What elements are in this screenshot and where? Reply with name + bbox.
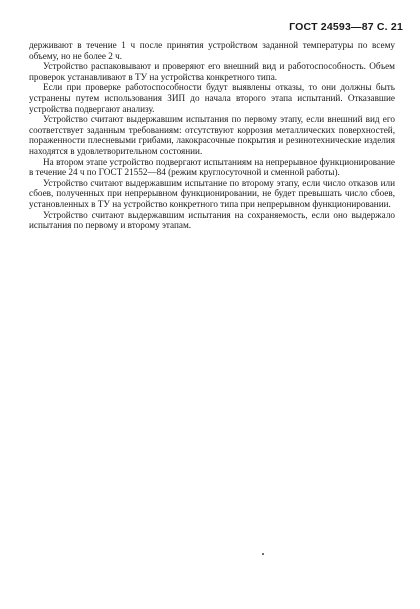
paragraph-stage-one-result: Устройство считают выдержавшим испытания по первому этапу, если внешний вид его соответствует заданным требованиям: отсутствуют коррозия металлических поверхностей, пораженности плесневыми грибами, лакокрасочные покрытия и резинотехнические изделия находятся в удовлетворительном состоянии. bbox=[29, 114, 395, 156]
paragraph-stage-two-result: Устройство считают выдержавшим испытание по второму этапу, если число отказов или сбоев, полученных при непрерывном функционировании, не будет превышать число сбоев, установленных в ТУ на устройство конкретного типа при непрерывном функционировании. bbox=[29, 177, 395, 209]
paragraph-stage-two: На втором этапе устройство подвергают испытаниям на непрерывное функционирование в течение 24 ч по ГОСТ 21552—84 (режим круглосуточной и сменной работы). bbox=[29, 156, 395, 178]
scan-speck bbox=[262, 553, 264, 555]
paragraph-failures: Если при проверке работоспособности будут выявлены отказы, то они должны быть устранены путем использования ЗИП до начала второго этапа испытаний. Отказавшие устройства подвергают анализу. bbox=[29, 82, 395, 114]
paragraph-continuation: держивают в течение 1 ч после принятия устройством заданной температуры по всему объему, но не более 2 ч. bbox=[29, 40, 395, 61]
paragraph-storage-result: Устройство считают выдержавшим испытания на сохраняемость, если оно выдержало испытания по первому и второму этапам. bbox=[29, 209, 395, 231]
paragraph-unpacking: Устройство распаковывают и проверяют его внешний вид и работоспособность. Объем проверок устанавливают в ТУ на устройства конкретного типа. bbox=[29, 61, 395, 82]
page-header: ГОСТ 24593—87 С. 21 bbox=[289, 21, 403, 33]
body-text bbox=[29, 40, 395, 231]
